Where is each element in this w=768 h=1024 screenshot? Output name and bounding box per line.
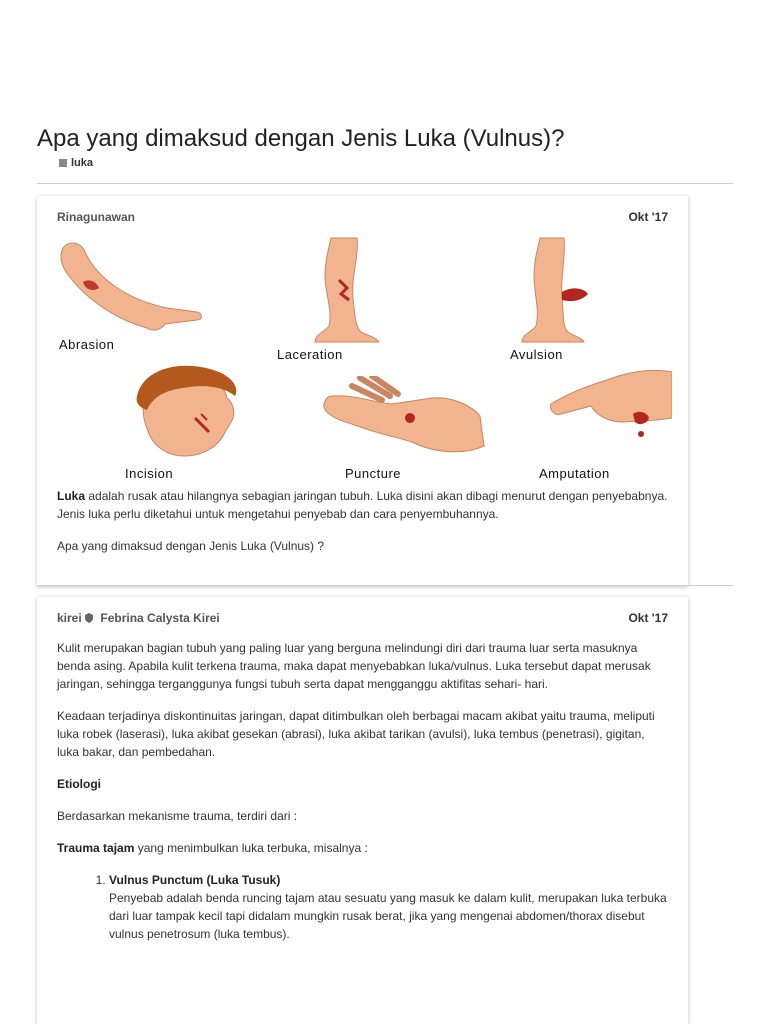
heading-text: Etiologi bbox=[57, 777, 101, 791]
post-2-paragraph-4 bbox=[57, 839, 668, 857]
post-date[interactable]: Okt '17 bbox=[628, 210, 668, 224]
post-divider bbox=[37, 585, 733, 586]
category-color-icon bbox=[59, 159, 67, 167]
post-1 bbox=[37, 196, 688, 586]
avulsion-leg-icon bbox=[512, 236, 602, 344]
post-1-paragraph-1 bbox=[57, 487, 668, 523]
shield-icon bbox=[85, 613, 93, 623]
category-label: luka bbox=[71, 157, 94, 169]
post-username[interactable]: kirei bbox=[57, 611, 82, 625]
list-item-desc: Penyebab adalah benda runcing tajam atau sesuatu yang masuk ke dalam kulit, merupakan luka terbuka dari luar tampak kecil tapi didalam mungkin rusak berat, jika yang mengenai abdomen/thorax disebut vulnus penetrosum (luka tembus). bbox=[109, 891, 667, 941]
post-2 bbox=[37, 597, 688, 1024]
list-item-title: Vulnus Punctum (Luka Tusuk) bbox=[109, 873, 281, 887]
laceration-leg-icon bbox=[295, 236, 385, 344]
post-1-paragraph-1-text: adalah rusak atau hilangnya sebagian jaringan tubuh. Luka disini akan dibagi menurut dengan penyebabnya. Jenis luka perlu diketahui untuk mengetahui penyebab dan cara penyembuhannya. bbox=[57, 489, 668, 521]
post-header bbox=[57, 210, 668, 224]
category-badge[interactable] bbox=[59, 157, 93, 169]
post-1-paragraph-2: Apa yang dimaksud dengan Jenis Luka (Vulnus) ? bbox=[57, 539, 325, 553]
amputation-hand-icon bbox=[547, 364, 672, 454]
wound-types-illustration bbox=[57, 236, 669, 481]
abrasion-arm-icon bbox=[57, 238, 207, 333]
list-item bbox=[109, 871, 668, 943]
label-amputation: Amputation bbox=[539, 466, 610, 481]
post-author-fullname[interactable]: Febrina Calysta Kirei bbox=[100, 611, 220, 625]
section-heading-etiologi bbox=[57, 775, 668, 793]
title-divider bbox=[37, 183, 733, 184]
post-2-paragraph-4-text: yang menimbulkan luka terbuka, misalnya : bbox=[134, 841, 368, 855]
term-luka: Luka bbox=[57, 489, 86, 503]
topic-title: Apa yang dimaksud dengan Jenis Luka (Vulnus)? bbox=[37, 125, 565, 152]
label-puncture: Puncture bbox=[345, 466, 402, 481]
post-author-block[interactable] bbox=[57, 611, 220, 625]
label-abrasion: Abrasion bbox=[59, 337, 115, 352]
post-2-paragraph-3: Berdasarkan mekanisme trauma, terdiri dari : bbox=[57, 809, 298, 823]
post-date[interactable]: Okt '17 bbox=[628, 611, 668, 625]
post-2-paragraph-1: Kulit merupakan bagian tubuh yang paling luar yang berguna melindungi diri dari trauma luar serta masuknya benda asing. Apabila kulit terkena trauma, maka dapat menyebabkan luka/vulnus. Luka tersebut dapat merusak jaringan, sehingga terganggunya fungsi tubuh serta dapat mengganggu aktifitas sehari- hari. bbox=[57, 641, 651, 691]
term-trauma-tajam: Trauma tajam bbox=[57, 841, 135, 855]
post-header bbox=[57, 611, 668, 625]
post-author[interactable]: Rinagunawan bbox=[57, 210, 136, 224]
trauma-list bbox=[57, 871, 668, 943]
label-avulsion: Avulsion bbox=[510, 347, 563, 362]
label-laceration: Laceration bbox=[277, 347, 343, 362]
label-incision: Incision bbox=[125, 466, 174, 481]
post-2-paragraph-2: Keadaan terjadinya diskontinuitas jaringan, dapat ditimbulkan oleh berbagai macam akibat yaitu trauma, meliputi luka robek (laserasi), luka akibat gesekan (abrasi), luka akibat tarikan (avulsi), luka tembus (penetrasi), gigitan, luka bakar, dan pembedahan. bbox=[57, 709, 655, 759]
incision-face-icon bbox=[123, 362, 243, 462]
puncture-hand-icon bbox=[312, 376, 492, 466]
